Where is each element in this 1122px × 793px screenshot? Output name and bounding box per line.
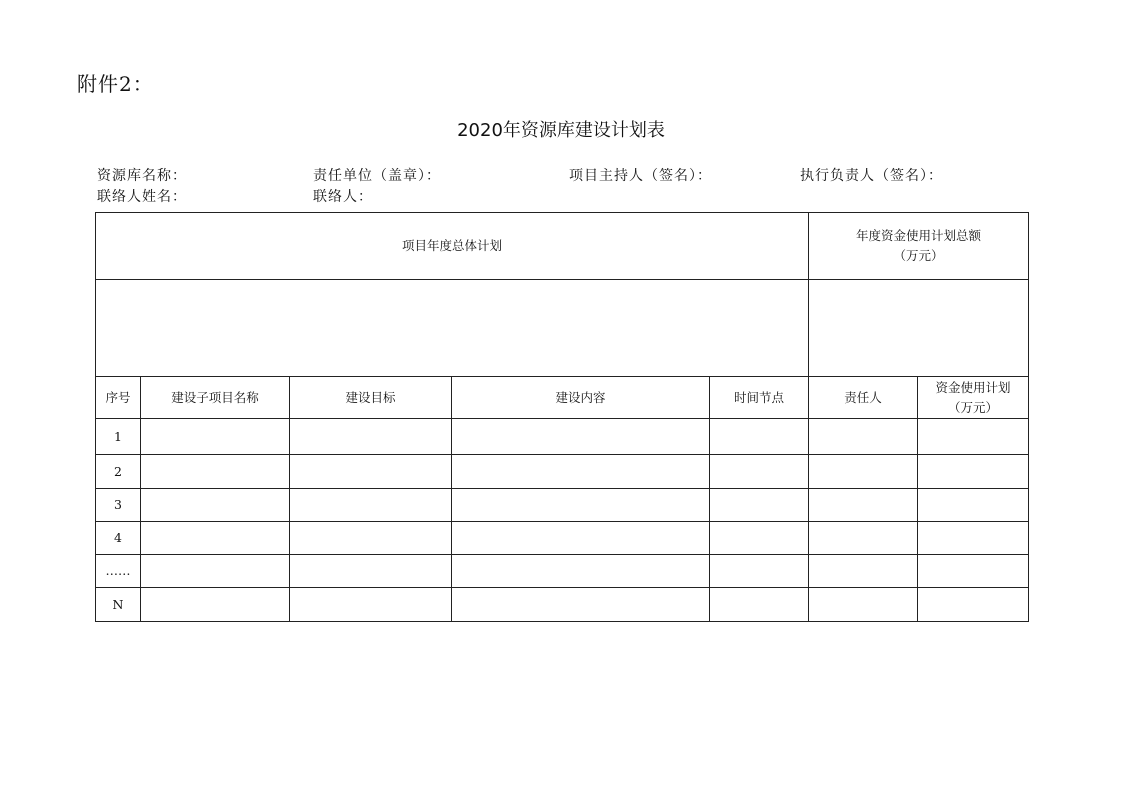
cell-owner[interactable]: [809, 419, 918, 455]
cell-owner[interactable]: [809, 489, 918, 522]
annual-fund-header-line2: （万元）: [893, 248, 944, 263]
cell-subproject-name[interactable]: [141, 555, 290, 588]
cell-owner[interactable]: [809, 588, 918, 622]
annual-fund-header-line1: 年度资金使用计划总额: [856, 228, 982, 243]
overall-plan-header: [96, 213, 809, 280]
project-host-label: 项目主持人（签名）：: [569, 168, 712, 184]
cell-subproject-name[interactable]: [141, 419, 290, 455]
cell-timeline[interactable]: [710, 419, 809, 455]
col-header-content: 建设内容: [452, 377, 710, 419]
column-header-row: [96, 377, 1029, 419]
col-header-timeline: 时间节点: [710, 377, 809, 419]
table-row: [96, 588, 1029, 622]
row-index: 2: [96, 455, 141, 489]
cell-goal[interactable]: [290, 555, 452, 588]
overall-plan-header-text: 项目年度总体计划: [401, 238, 502, 253]
table-row: [96, 555, 1029, 588]
col-header-fund-line1: 资金使用计划: [935, 379, 1011, 395]
cell-subproject-name[interactable]: [141, 455, 290, 489]
contact-label: 联络人：: [313, 189, 373, 205]
header-row-overall: [96, 213, 1029, 280]
cell-timeline[interactable]: [710, 588, 809, 622]
cell-owner[interactable]: [809, 455, 918, 489]
table-row: [96, 489, 1029, 522]
cell-goal[interactable]: [290, 455, 452, 489]
row-index: 4: [96, 522, 141, 555]
row-index: N: [96, 588, 141, 622]
cell-content[interactable]: [452, 522, 710, 555]
col-header-fund: [918, 377, 1029, 419]
table-row: [96, 522, 1029, 555]
overall-plan-body-row: [96, 280, 1029, 377]
cell-fund[interactable]: [918, 455, 1029, 489]
table-row: [96, 419, 1029, 455]
cell-content[interactable]: [452, 455, 710, 489]
cell-goal[interactable]: [290, 522, 452, 555]
cell-owner[interactable]: [809, 522, 918, 555]
annual-fund-header: [809, 213, 1029, 280]
cell-content[interactable]: [452, 588, 710, 622]
cell-content[interactable]: [452, 555, 710, 588]
cell-subproject-name[interactable]: [141, 588, 290, 622]
executive-lead-label: 执行负责人（签名）：: [800, 168, 943, 184]
cell-goal[interactable]: [290, 419, 452, 455]
overall-plan-cell[interactable]: [96, 280, 809, 377]
col-header-index: 序号: [96, 377, 141, 419]
cell-timeline[interactable]: [710, 522, 809, 555]
cell-subproject-name[interactable]: [141, 489, 290, 522]
plan-table: [95, 212, 1029, 622]
cell-fund[interactable]: [918, 555, 1029, 588]
cell-fund[interactable]: [918, 522, 1029, 555]
responsible-unit-label: 责任单位（盖章）：: [313, 168, 441, 184]
row-index: 3: [96, 489, 141, 522]
attachment-label: 附件2：: [77, 72, 154, 96]
cell-subproject-name[interactable]: [141, 522, 290, 555]
contact-name-label: 联络人姓名：: [97, 189, 187, 205]
cell-fund[interactable]: [918, 419, 1029, 455]
cell-content[interactable]: [452, 489, 710, 522]
cell-fund[interactable]: [918, 489, 1029, 522]
cell-timeline[interactable]: [710, 455, 809, 489]
cell-owner[interactable]: [809, 555, 918, 588]
col-header-subproject-name: 建设子项目名称: [141, 377, 290, 419]
cell-goal[interactable]: [290, 489, 452, 522]
page-title: 2020年资源库建设计划表: [457, 120, 665, 141]
col-header-goal: 建设目标: [290, 377, 452, 419]
col-header-fund-line2: （万元）: [948, 399, 999, 415]
row-index: 1: [96, 419, 141, 455]
annual-fund-cell[interactable]: [809, 280, 1029, 377]
cell-timeline[interactable]: [710, 489, 809, 522]
resource-name-label: 资源库名称：: [97, 168, 187, 184]
col-header-owner: 责任人: [809, 377, 918, 419]
cell-content[interactable]: [452, 419, 710, 455]
table-row: [96, 455, 1029, 489]
cell-goal[interactable]: [290, 588, 452, 622]
cell-timeline[interactable]: [710, 555, 809, 588]
cell-fund[interactable]: [918, 588, 1029, 622]
row-index: ……: [96, 555, 141, 588]
